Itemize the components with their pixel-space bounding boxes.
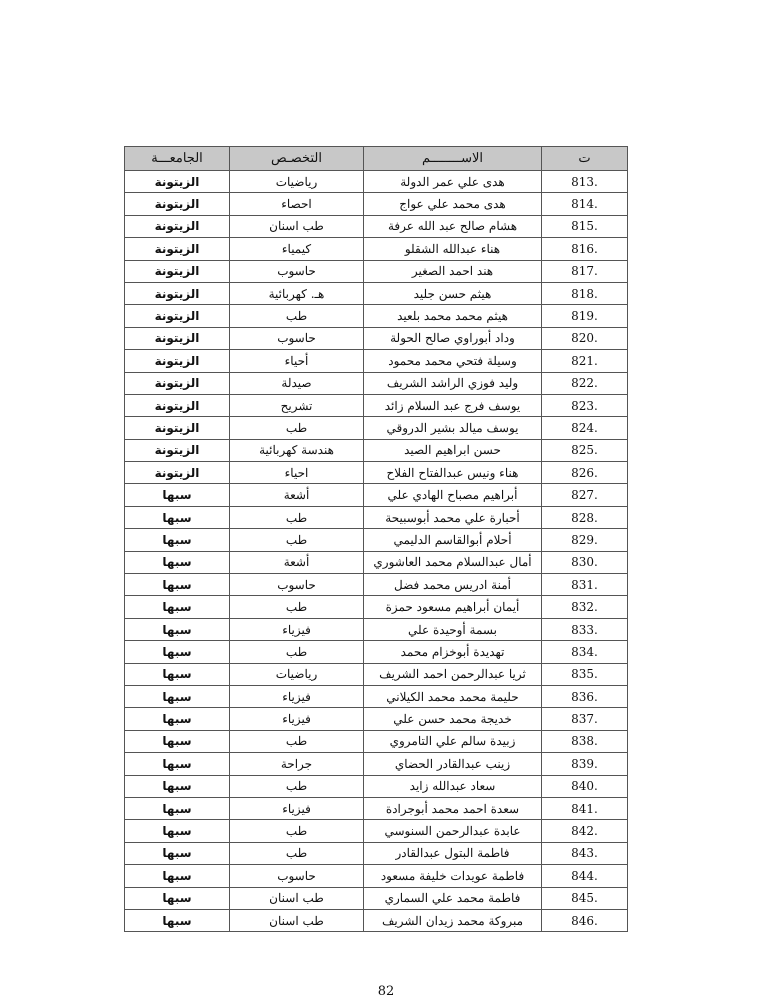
table-row [125,551,628,573]
cell-specialty: هندسة كهربائية [230,439,364,461]
cell-specialty: صيدلة [230,372,364,394]
cell-university: سبها [125,842,230,864]
cell-name: أيمان أبراهيم مسعود حمزة [364,596,542,618]
cell-university: سبها [125,775,230,797]
cell-university: الزيتونة [125,439,230,461]
cell-name: أمال عبدالسلام محمد العاشوري [364,551,542,573]
cell-name: حليمة محمد محمد الكيلاني [364,685,542,707]
table-row [125,753,628,775]
cell-number: 837. [542,708,628,730]
cell-name: سعدة احمد محمد أبوجرادة [364,797,542,819]
cell-name: أمنة ادريس محمد فضل [364,574,542,596]
table-row [125,462,628,484]
header-number: ت [542,147,628,171]
cell-name: هدى علي عمر الدولة [364,171,542,193]
cell-specialty: حاسوب [230,327,364,349]
cell-specialty: طب [230,417,364,439]
cell-name: فاطمة البتول عبدالقادر [364,842,542,864]
cell-university: سبها [125,641,230,663]
cell-specialty: رياضيات [230,663,364,685]
cell-number: 831. [542,574,628,596]
table-row [125,350,628,372]
cell-number: 826. [542,462,628,484]
table-row [125,797,628,819]
cell-name: مبروكة محمد زيدان الشريف [364,909,542,931]
table-row [125,596,628,618]
cell-name: وسيلة فتحي محمد محمود [364,350,542,372]
cell-specialty: حاسوب [230,260,364,282]
cell-name: حسن ابراهيم الصيد [364,439,542,461]
page-number: 82 [377,984,395,999]
cell-number: 833. [542,618,628,640]
cell-number: 843. [542,842,628,864]
cell-number: 829. [542,529,628,551]
table-row [125,663,628,685]
cell-specialty: حاسوب [230,574,364,596]
cell-university: سبها [125,730,230,752]
cell-specialty: طب اسنان [230,887,364,909]
cell-university: سبها [125,685,230,707]
cell-specialty: طب [230,641,364,663]
cell-university: سبها [125,506,230,528]
cell-university: سبها [125,708,230,730]
cell-name: أبراهيم مصباح الهادي علي [364,484,542,506]
cell-name: خديجة محمد حسن علي [364,708,542,730]
table-row [125,417,628,439]
cell-specialty: احصاء [230,193,364,215]
cell-name: ثريا عبدالرحمن احمد الشريف [364,663,542,685]
cell-name: هدى محمد علي عواج [364,193,542,215]
cell-name: هند احمد الصغير [364,260,542,282]
cell-university: سبها [125,820,230,842]
cell-university: الزيتونة [125,350,230,372]
cell-name: وليد فوزي الراشد الشريف [364,372,542,394]
table-row [125,439,628,461]
cell-university: سبها [125,551,230,573]
header-name: الاســــــــم [364,147,542,171]
cell-university: الزيتونة [125,171,230,193]
cell-specialty: احياء [230,462,364,484]
cell-university: الزيتونة [125,394,230,416]
cell-university: الزيتونة [125,282,230,304]
cell-number: 823. [542,394,628,416]
table-row [125,171,628,193]
table-header-row [125,147,628,171]
cell-specialty: فيزياء [230,797,364,819]
cell-name: تهديدة أبوخزام محمد [364,641,542,663]
table-row [125,238,628,260]
table-row [125,842,628,864]
cell-number: 845. [542,887,628,909]
table-row [125,820,628,842]
cell-number: 842. [542,820,628,842]
cell-number: 822. [542,372,628,394]
cell-university: الزيتونة [125,462,230,484]
cell-specialty: طب [230,305,364,327]
cell-name: سعاد عبدالله زايد [364,775,542,797]
cell-specialty: هـ. كهربائية [230,282,364,304]
cell-specialty: طب [230,730,364,752]
table-row [125,260,628,282]
cell-number: 841. [542,797,628,819]
cell-university: سبها [125,887,230,909]
cell-number: 827. [542,484,628,506]
cell-specialty: حاسوب [230,865,364,887]
table-row [125,484,628,506]
table-row [125,327,628,349]
cell-number: 816. [542,238,628,260]
cell-name: يوسف فرج عبد السلام زائد [364,394,542,416]
cell-specialty: طب [230,506,364,528]
table-row [125,394,628,416]
cell-specialty: طب [230,596,364,618]
cell-number: 836. [542,685,628,707]
cell-name: فاطمة محمد علي السماري [364,887,542,909]
cell-number: 839. [542,753,628,775]
table-row [125,887,628,909]
cell-university: سبها [125,909,230,931]
table-body [125,171,628,932]
cell-university: سبها [125,574,230,596]
cell-number: 844. [542,865,628,887]
cell-name: عابدة عبدالرحمن السنوسي [364,820,542,842]
table-row [125,282,628,304]
table-row [125,708,628,730]
cell-number: 813. [542,171,628,193]
table-row [125,372,628,394]
cell-name: أحبارة علي محمد أبوسبيحة [364,506,542,528]
table-row [125,193,628,215]
cell-number: 830. [542,551,628,573]
cell-number: 814. [542,193,628,215]
cell-name: هيثم محمد محمد بلعيد [364,305,542,327]
cell-name: هناء ونيس عبدالفتاح الفلاح [364,462,542,484]
table-row [125,775,628,797]
cell-number: 818. [542,282,628,304]
cell-specialty: طب [230,842,364,864]
cell-university: سبها [125,484,230,506]
cell-university: الزيتونة [125,305,230,327]
table-row [125,618,628,640]
table-row [125,305,628,327]
cell-name: وداد أبوراوي صالح الحولة [364,327,542,349]
cell-name: بسمة أوحيدة علي [364,618,542,640]
cell-number: 824. [542,417,628,439]
cell-number: 819. [542,305,628,327]
cell-university: سبها [125,865,230,887]
table-row [125,215,628,237]
header-university: الجامعـــة [125,147,230,171]
table-row [125,909,628,931]
cell-specialty: فيزياء [230,685,364,707]
cell-specialty: طب [230,820,364,842]
cell-university: الزيتونة [125,417,230,439]
cell-specialty: طب اسنان [230,215,364,237]
cell-number: 840. [542,775,628,797]
cell-specialty: تشريح [230,394,364,416]
cell-name: هشام صالح عبد الله عرفة [364,215,542,237]
table-row [125,865,628,887]
cell-university: سبها [125,596,230,618]
cell-university: سبها [125,753,230,775]
table-row [125,641,628,663]
cell-specialty: طب [230,529,364,551]
cell-number: 832. [542,596,628,618]
cell-number: 846. [542,909,628,931]
cell-specialty: رياضيات [230,171,364,193]
cell-name: فاطمة عويدات خليفة مسعود [364,865,542,887]
cell-specialty: طب اسنان [230,909,364,931]
cell-specialty: أشعة [230,551,364,573]
cell-university: سبها [125,797,230,819]
cell-university: الزيتونة [125,238,230,260]
cell-university: الزيتونة [125,193,230,215]
cell-university: الزيتونة [125,372,230,394]
cell-name: زينب عبدالقادر الحضاي [364,753,542,775]
cell-university: الزيتونة [125,215,230,237]
students-table [124,146,628,932]
cell-university: الزيتونة [125,327,230,349]
cell-specialty: أشعة [230,484,364,506]
cell-university: سبها [125,618,230,640]
cell-university: الزيتونة [125,260,230,282]
cell-number: 834. [542,641,628,663]
cell-number: 820. [542,327,628,349]
table-row [125,529,628,551]
cell-name: أحلام أبوالقاسم الدليمي [364,529,542,551]
cell-number: 825. [542,439,628,461]
cell-number: 815. [542,215,628,237]
cell-number: 828. [542,506,628,528]
table-row [125,574,628,596]
header-specialty: التخصـص [230,147,364,171]
table-row [125,506,628,528]
cell-number: 821. [542,350,628,372]
cell-number: 838. [542,730,628,752]
cell-name: هناء عبدالله الشقلو [364,238,542,260]
cell-specialty: فيزياء [230,708,364,730]
cell-specialty: أحياء [230,350,364,372]
cell-specialty: فيزياء [230,618,364,640]
cell-university: سبها [125,663,230,685]
cell-name: يوسف ميالد بشير الدروقي [364,417,542,439]
cell-name: هيثم حسن جليد [364,282,542,304]
table-row [125,685,628,707]
cell-specialty: جراحة [230,753,364,775]
cell-number: 817. [542,260,628,282]
cell-university: سبها [125,529,230,551]
cell-specialty: طب [230,775,364,797]
cell-specialty: كيمياء [230,238,364,260]
cell-name: زبيدة سالم علي التامروي [364,730,542,752]
cell-number: 835. [542,663,628,685]
table-row [125,730,628,752]
